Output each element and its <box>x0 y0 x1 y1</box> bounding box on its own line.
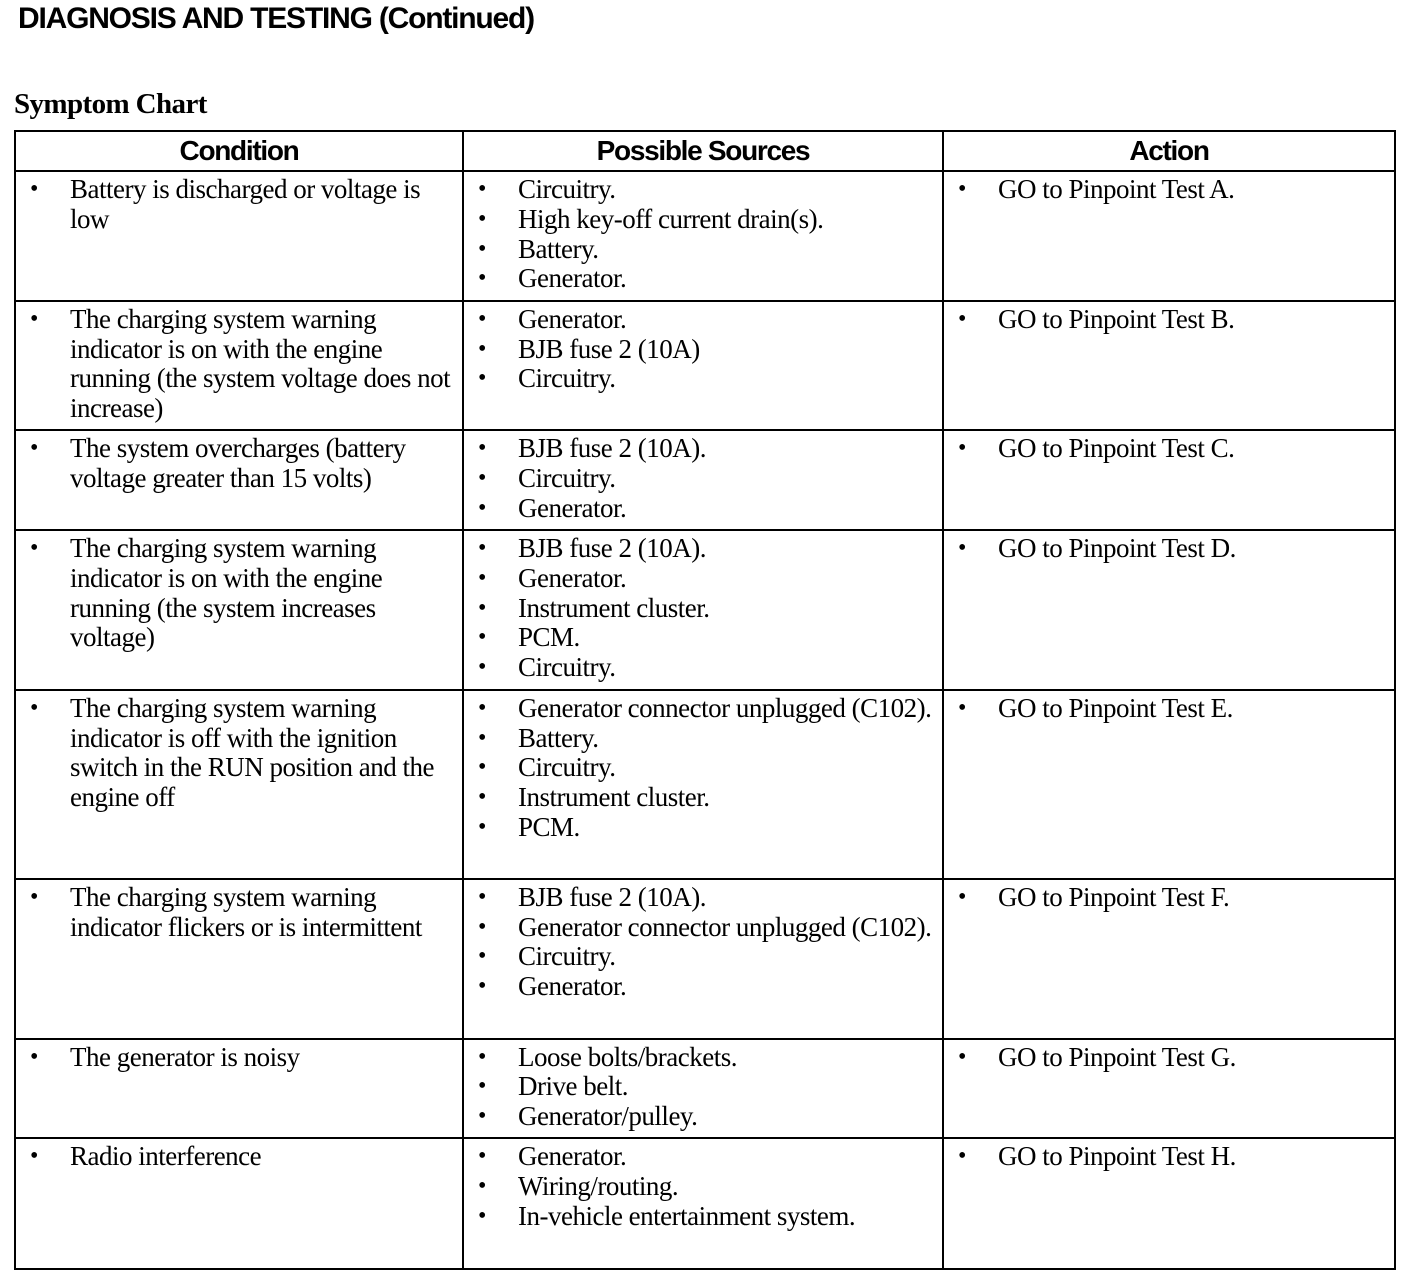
possible-source-item: • Generator. <box>464 972 942 1002</box>
action-cell <box>943 690 1395 879</box>
symptom-chart-table <box>14 130 1396 1270</box>
condition-text: • The generator is noisy <box>16 1043 462 1073</box>
possible-source-item: • BJB fuse 2 (10A). <box>464 534 942 564</box>
table-body <box>15 171 1395 1269</box>
action-text: • GO to Pinpoint Test G. <box>944 1043 1394 1073</box>
possible-source-item: • Battery. <box>464 724 942 754</box>
possible-source-item: • Generator connector unplugged (C102). <box>464 913 942 943</box>
table-row <box>15 430 1395 530</box>
possible-source-item: • Loose bolts/brackets. <box>464 1043 942 1073</box>
action-list <box>944 694 1394 724</box>
possible-sources-list <box>464 1043 942 1132</box>
possible-sources-cell <box>463 171 943 301</box>
action-cell <box>943 430 1395 530</box>
condition-list <box>16 434 462 494</box>
condition-text: • Battery is discharged or voltage is low <box>16 175 462 235</box>
condition-list <box>16 1142 462 1172</box>
possible-source-item: • Instrument cluster. <box>464 594 942 624</box>
table-row <box>15 690 1395 879</box>
possible-source-item: • High key-off current drain(s). <box>464 205 942 235</box>
possible-source-item: • Circuitry. <box>464 653 942 683</box>
condition-list <box>16 883 462 943</box>
possible-sources-cell <box>463 1039 943 1139</box>
action-text: • GO to Pinpoint Test F. <box>944 883 1394 913</box>
action-cell <box>943 1138 1395 1269</box>
action-text: • GO to Pinpoint Test C. <box>944 434 1394 464</box>
condition-cell <box>15 690 463 879</box>
possible-source-item: • BJB fuse 2 (10A). <box>464 883 942 913</box>
possible-sources-cell <box>463 1138 943 1269</box>
condition-text: • The charging system warning indicator is on with the engine running (the system voltage does not increase) <box>16 305 462 424</box>
action-text: • GO to Pinpoint Test D. <box>944 534 1394 564</box>
possible-source-item: • Generator connector unplugged (C102). <box>464 694 942 724</box>
possible-sources-cell <box>463 430 943 530</box>
possible-sources-cell <box>463 690 943 879</box>
action-cell <box>943 530 1395 690</box>
possible-sources-list <box>464 883 942 1002</box>
action-cell <box>943 171 1395 301</box>
possible-sources-cell <box>463 301 943 431</box>
column-header-action: Action <box>943 131 1395 171</box>
condition-text: • Radio interference <box>16 1142 462 1172</box>
possible-source-item: • In-vehicle entertainment system. <box>464 1202 942 1232</box>
possible-sources-list <box>464 305 942 394</box>
action-cell <box>943 1039 1395 1139</box>
condition-cell <box>15 879 463 1039</box>
table-row <box>15 171 1395 301</box>
section-title: Symptom Chart <box>14 88 207 120</box>
possible-source-item: • Generator. <box>464 494 942 524</box>
action-list <box>944 434 1394 464</box>
possible-source-item: • Generator. <box>464 1142 942 1172</box>
condition-list <box>16 534 462 653</box>
condition-text: • The charging system warning indicator is off with the ignition switch in the RUN position and the engine off <box>16 694 462 813</box>
possible-source-item: • Circuitry. <box>464 464 942 494</box>
table-row <box>15 530 1395 690</box>
condition-text: • The system overcharges (battery voltage greater than 15 volts) <box>16 434 462 494</box>
condition-cell <box>15 1138 463 1269</box>
possible-source-item: • Generator. <box>464 264 942 294</box>
action-list <box>944 1043 1394 1073</box>
action-text: • GO to Pinpoint Test H. <box>944 1142 1394 1172</box>
condition-cell <box>15 1039 463 1139</box>
action-text: • GO to Pinpoint Test E. <box>944 694 1394 724</box>
condition-cell <box>15 430 463 530</box>
possible-source-item: • PCM. <box>464 813 942 843</box>
possible-source-item: • Instrument cluster. <box>464 783 942 813</box>
action-cell <box>943 301 1395 431</box>
possible-sources-list <box>464 1142 942 1231</box>
action-list <box>944 305 1394 335</box>
condition-cell <box>15 530 463 690</box>
condition-list <box>16 305 462 424</box>
condition-cell <box>15 171 463 301</box>
possible-source-item: • Generator. <box>464 564 942 594</box>
possible-source-item: • Circuitry. <box>464 942 942 972</box>
action-list <box>944 1142 1394 1172</box>
action-list <box>944 175 1394 205</box>
action-text: • GO to Pinpoint Test A. <box>944 175 1394 205</box>
table-header-row <box>15 131 1395 171</box>
table-row <box>15 1138 1395 1269</box>
possible-source-item: • Circuitry. <box>464 753 942 783</box>
condition-text: • The charging system warning indicator is on with the engine running (the system increases voltage) <box>16 534 462 653</box>
possible-source-item: • Battery. <box>464 235 942 265</box>
column-header-condition: Condition <box>15 131 463 171</box>
possible-source-item: • BJB fuse 2 (10A). <box>464 434 942 464</box>
condition-list <box>16 1043 462 1073</box>
action-list <box>944 534 1394 564</box>
possible-source-item: • Generator. <box>464 305 942 335</box>
table-row <box>15 879 1395 1039</box>
possible-source-item: • Wiring/routing. <box>464 1172 942 1202</box>
condition-cell <box>15 301 463 431</box>
condition-text: • The charging system warning indicator flickers or is intermittent <box>16 883 462 943</box>
action-cell <box>943 879 1395 1039</box>
condition-list <box>16 694 462 813</box>
possible-source-item: • Generator/pulley. <box>464 1102 942 1132</box>
possible-source-item: • Circuitry. <box>464 175 942 205</box>
possible-source-item: • Drive belt. <box>464 1072 942 1102</box>
condition-list <box>16 175 462 235</box>
possible-sources-cell <box>463 879 943 1039</box>
possible-sources-list <box>464 694 942 843</box>
possible-source-item: • Circuitry. <box>464 364 942 394</box>
possible-sources-list <box>464 175 942 294</box>
possible-sources-list <box>464 534 942 683</box>
possible-source-item: • BJB fuse 2 (10A) <box>464 335 942 365</box>
action-list <box>944 883 1394 913</box>
possible-sources-list <box>464 434 942 523</box>
action-text: • GO to Pinpoint Test B. <box>944 305 1394 335</box>
possible-source-item: • PCM. <box>464 623 942 653</box>
page-title: DIAGNOSIS AND TESTING (Continued) <box>18 2 534 35</box>
table-row <box>15 1039 1395 1139</box>
possible-sources-cell <box>463 530 943 690</box>
column-header-possible-sources: Possible Sources <box>463 131 943 171</box>
table-row <box>15 301 1395 431</box>
